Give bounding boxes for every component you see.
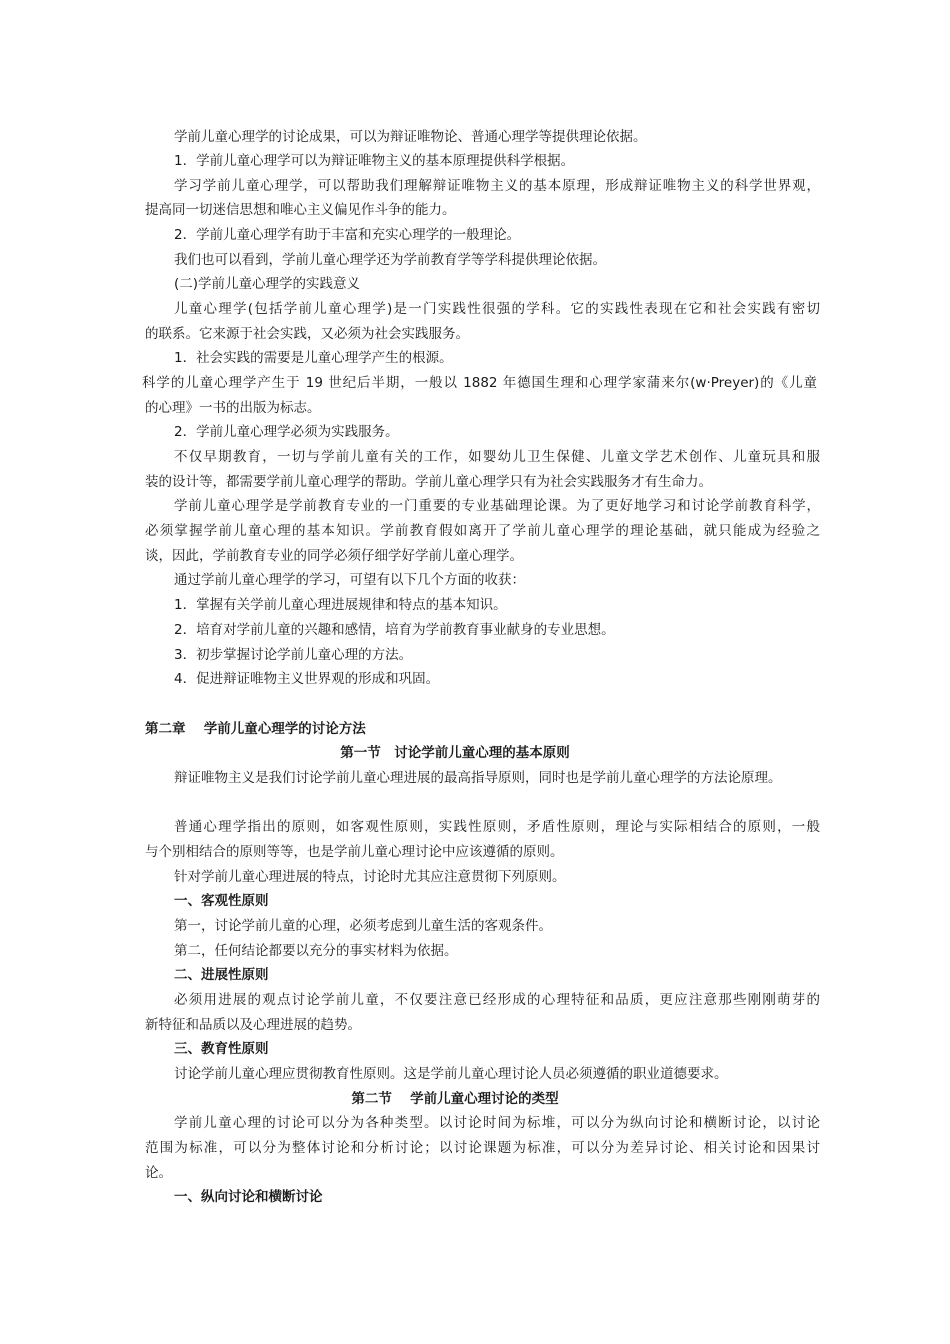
paragraph-line: 讨论学前儿童心理应贯彻教育性原则。这是学前儿童心理讨论人员必须遵循的职业道德要求。 (174, 1066, 728, 1082)
paragraph-line: 学习学前儿童心理学，可以帮助我们理解辩证唯物主义的基本原理，形成辩证唯物主义的科学世界观， (174, 178, 820, 194)
list-item-practice-1: 1．社会实践的需要是儿童心理学产生的根源。 (174, 350, 453, 366)
paragraph-line: 不仅早期教育，一切与学前儿童有关的工作，如婴幼儿卫生保健、儿童文学艺术创作、儿童玩具和服 (174, 449, 820, 465)
section-title: 第一节 讨论学前儿童心理的基本原则 (340, 745, 570, 761)
list-item-gain-1: 1．掌握有关学前儿童心理进展规律和特点的基本知识。 (174, 597, 507, 613)
paragraph-line: 范围为标准，可以分为整体讨论和分析讨论；以讨论课题为标准，可以分为差异讨论、相关讨论和因果讨 (145, 1140, 820, 1156)
chapter-title: 第二章 学前儿童心理学的讨论方法 (145, 721, 366, 737)
paragraph-line: 儿童心理学(包括学前儿童心理学)是一门实践性很强的学科。它的实践性表现在它和社会实践有密切 (174, 301, 820, 317)
list-item-practice-2: 2．学前儿童心理学必须为实践服务。 (174, 424, 399, 440)
heading-development: 二、进展性原则 (174, 967, 269, 983)
paragraph-line: 的联系。它来源于社会实践，又必须为社会实践服务。 (145, 326, 469, 342)
section-title: 第二节 学前儿童心理讨论的类型 (351, 1091, 559, 1107)
sub-heading: (二)学前儿童心理学的实践意义 (174, 276, 361, 292)
paragraph-line: 必须掌握学前儿童心理的基本知识。学前教育假如离开了学前儿童心理学的理论基础，就只能成为经验之 (145, 523, 820, 539)
paragraph-line: 谈，因此，学前教育专业的同学必须仔细学好学前儿童心理学。 (145, 548, 523, 564)
paragraph-line: 提高同一切迷信思想和唯心主义偏见作斗争的能力。 (145, 202, 456, 218)
list-item-point-1: 1．学前儿童心理学可以为辩证唯物主义的基本原理提供科学根据。 (174, 153, 575, 169)
list-item-gain-2: 2．培育对学前儿童的兴趣和感情，培育为学前教育事业献身的专业思想。 (174, 622, 615, 638)
heading-longitudinal: 一、纵向讨论和横断讨论 (174, 1189, 323, 1205)
paragraph-line: 我们也可以看到，学前儿童心理学还为学前教育学等学科提供理论依据。 (174, 252, 606, 268)
list-item-gain-4: 4．促进辩证唯物主义世界观的形成和巩固。 (174, 671, 440, 687)
intro-summary: 学前儿童心理学的讨论成果，可以为辩证唯物论、普通心理学等提供理论依据。 (174, 129, 647, 145)
heading-objective: 一、客观性原则 (174, 893, 269, 909)
heading-education: 三、教育性原则 (174, 1041, 269, 1057)
paragraph-line: 的心理》一书的出版为标志。 (145, 400, 321, 416)
paragraph-line: 第二，任何结论都要以充分的事实材料为依据。 (174, 943, 458, 959)
list-item-point-2: 2．学前儿童心理学有助于丰富和充实心理学的一般理论。 (174, 227, 521, 243)
paragraph-line: 学前儿童心理的讨论可以分为各种类型。以讨论时间为标堆，可以分为纵向讨论和横断讨论，以讨论 (174, 1115, 820, 1131)
paragraph-line: 装的设计等，都需要学前儿童心理学的帮助。学前儿童心理学只有为社会实践服务才有生命力。 (145, 474, 712, 490)
paragraph-line: 论。 (145, 1165, 172, 1181)
paragraph-line: 通过学前儿童心理学的学习，可望有以下几个方面的收获： (174, 572, 525, 588)
paragraph-line: 第一，讨论学前儿童的心理，必须考虑到儿童生活的客观条件。 (174, 918, 552, 934)
paragraph-line: 辩证唯物主义是我们讨论学前儿童心理进展的最高指导原则，同时也是学前儿童心理学的方法论原理。 (174, 770, 782, 786)
paragraph-line: 普通心理学指出的原则，如客观性原则，实践性原则，矛盾性原则，理论与实际相结合的原则，一般 (174, 819, 820, 835)
paragraph-line: 必须用进展的观点讨论学前儿童，不仅要注意已经形成的心理特征和品质，更应注意那些刚刚萌芽的 (174, 992, 820, 1008)
paragraph-line: 科学的儿童心理学产生于 19 世纪后半期，一般以 1882 年德国生理和心理学家蒲来尔(w·Preyer)的《儿童 (142, 375, 817, 391)
paragraph-line: 新特征和品质以及心理进展的趋势。 (145, 1017, 361, 1033)
paragraph-line: 学前儿童心理学是学前教育专业的一门重要的专业基础理论课。为了更好地学习和讨论学前教育科学， (174, 498, 820, 514)
paragraph-line: 针对学前儿童心理进展的特点，讨论时尤其应注意贯彻下列原则。 (174, 869, 566, 885)
list-item-gain-3: 3．初步掌握讨论学前儿童心理的方法。 (174, 647, 413, 663)
paragraph-line: 与个别相结合的原则等等，也是学前儿童心理讨论中应该遵循的原则。 (145, 844, 564, 860)
